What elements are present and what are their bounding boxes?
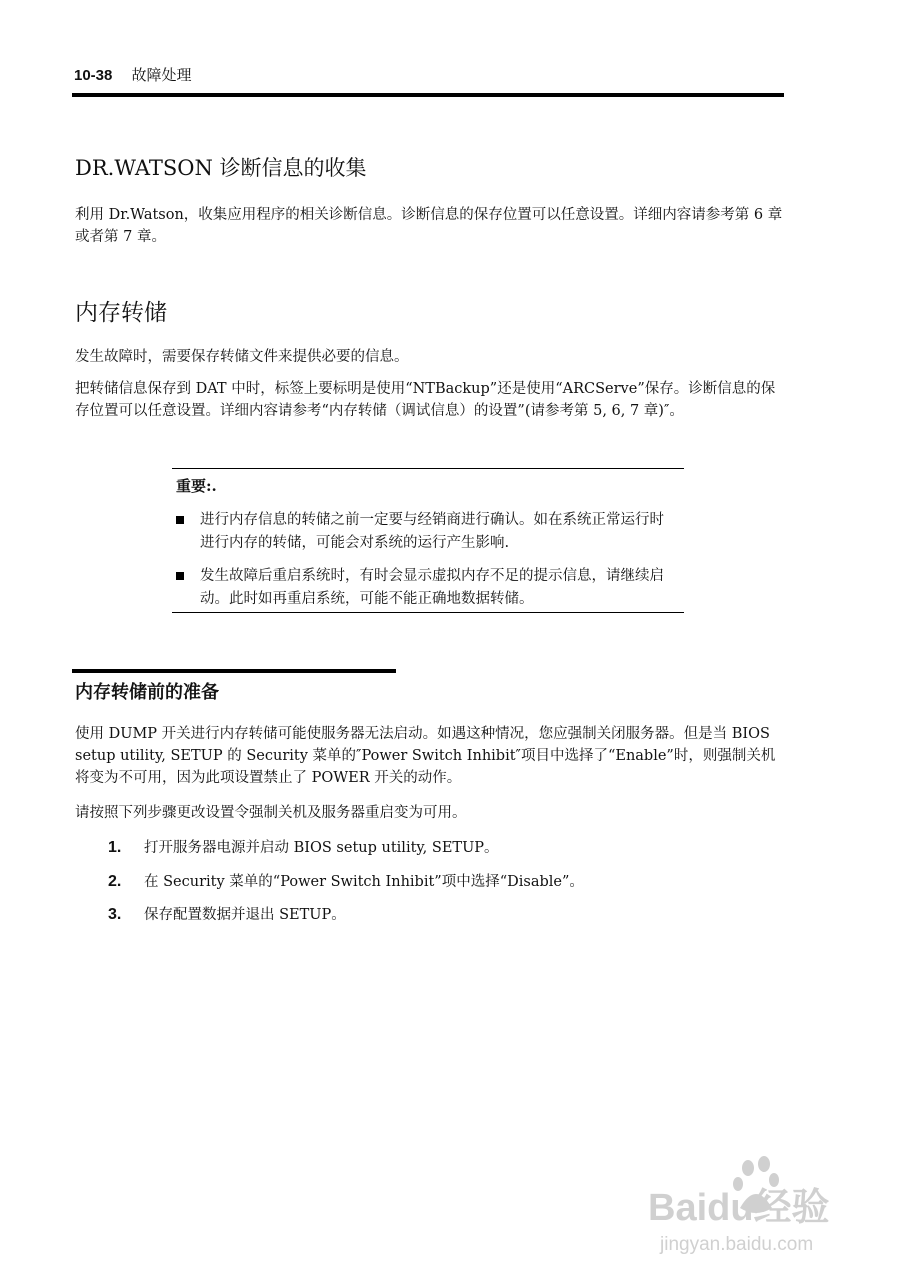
- watermark-logo-text: Baidu经验: [648, 1187, 830, 1229]
- step-item: [108, 871, 584, 893]
- note-list-item: [176, 565, 676, 611]
- note-item-text: 发生故障后重启系统时，有时会显示虚拟内存不足的提示信息，请继续启动。此时如再重启系统，可能不能正确地数据转储。: [200, 568, 664, 607]
- step-item: [108, 837, 499, 859]
- square-bullet-icon: [176, 572, 184, 580]
- step-text: 打开服务器电源并启动 BIOS setup utility, SETUP。: [144, 840, 499, 856]
- memory-dump-paragraph-1: 发生故障时，需要保存转储文件来提供必要的信息。: [75, 349, 409, 365]
- step-number: 3.: [108, 906, 122, 923]
- chapter-title: 故障处理: [131, 66, 192, 84]
- section-heading-dr-watson: DR.WATSON 诊断信息的收集: [75, 156, 367, 180]
- subsection-divider: [72, 669, 396, 673]
- subsection-heading-dump-preparation: 内存转储前的准备: [75, 682, 219, 703]
- step-number: 2.: [108, 873, 122, 890]
- baidu-jingyan-watermark: [640, 1150, 880, 1260]
- memory-dump-paragraph-2: 把转储信息保存到 DAT 中时，标签上要标明是使用“NTBackup”还是使用“ARCServe”保存。诊断信息的保存位置可以任意设置。详细内容请参考“内存转储（调试信息）的设置”(请参考第 5, 6, 7 章)″。: [75, 381, 776, 419]
- step-text: 在 Security 菜单的“Power Switch Inhibit”项中选择“Disable”。: [144, 874, 584, 890]
- page-number: 10-38: [74, 67, 113, 84]
- step-item: [108, 904, 346, 926]
- step-text: 保存配置数据并退出 SETUP。: [144, 907, 346, 923]
- dump-preparation-paragraph-2: 请按照下列步骤更改设置令强制关机及服务器重启变为可用。: [75, 805, 467, 821]
- important-note-box: [172, 468, 684, 613]
- section-heading-memory-dump: 内存转储: [75, 300, 167, 326]
- dump-preparation-paragraph-1: 使用 DUMP 开关进行内存转储可能使服务器无法启动。如遇这种情况，您应强制关闭服务器。但是当 BIOS setup utility, SETUP 的 Security 菜单的″Power Switch Inhibit″项目中选择了“Enable”时，则强制关机将变为不可用，因为此项设置禁止了 POWER 开关的动作。: [75, 726, 776, 786]
- important-note-title: 重要:.: [176, 477, 217, 495]
- header-divider: [72, 93, 784, 97]
- page-header: [74, 64, 782, 85]
- square-bullet-icon: [176, 516, 184, 524]
- section-body-dr-watson: 利用 Dr.Watson，收集应用程序的相关诊断信息。诊断信息的保存位置可以任意设置。详细内容请参考第 6 章或者第 7 章。: [75, 207, 783, 245]
- watermark-url: jingyan.baidu.com: [660, 1234, 814, 1255]
- note-list-item: [176, 509, 676, 555]
- step-number: 1.: [108, 839, 122, 856]
- note-item-text: 进行内存信息的转储之前一定要与经销商进行确认。如在系统正常运行时进行内存的转储，可能会对系统的运行产生影响.: [200, 512, 664, 551]
